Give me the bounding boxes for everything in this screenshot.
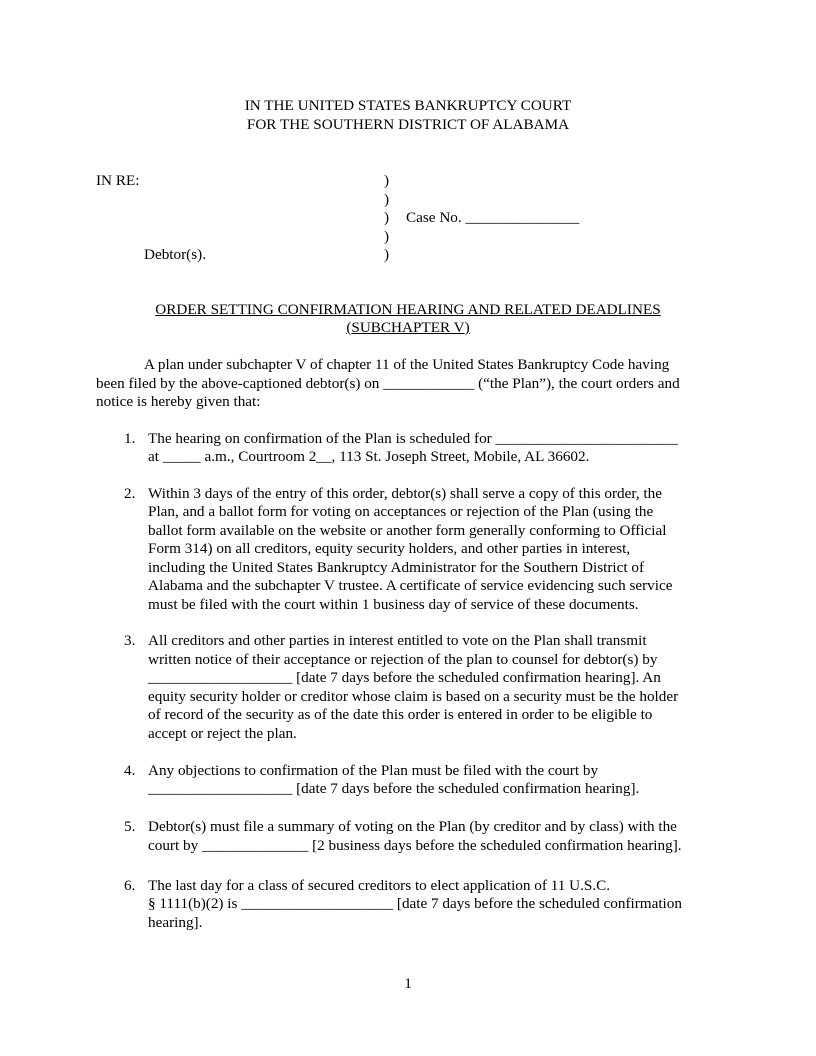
item-number: 2. [124, 485, 136, 502]
page-number: 1 [404, 975, 412, 992]
item-line: Within 3 days of the entry of this order, debtor(s) shall serve a copy of this order, the [148, 485, 662, 502]
debtors-label: Debtor(s). [144, 246, 206, 263]
item-number: 6. [124, 877, 136, 894]
case-number-field: Case No. _______________ [406, 209, 580, 226]
caption-paren: ) [384, 191, 390, 208]
item-number: 1. [124, 430, 136, 447]
intro-line-3: notice is hereby given that: [96, 393, 261, 410]
item-number: 5. [124, 818, 136, 835]
item-line: All creditors and other parties in interest entitled to vote on the Plan shall transmit [148, 632, 647, 649]
item-line: ___________________ [date 7 days before the scheduled confirmation hearing]. [148, 780, 640, 797]
item-line: at _____ a.m., Courtroom 2__, 113 St. Joseph Street, Mobile, AL 36602. [148, 448, 590, 465]
item-number: 3. [124, 632, 136, 649]
item-line: of record of the security as of the date this order is entered in order to be eligible to [148, 706, 653, 723]
in-re-label: IN RE: [96, 172, 140, 189]
item-line: Any objections to confirmation of the Plan must be filed with the court by [148, 762, 599, 779]
item-line: court by ______________ [2 business days before the scheduled confirmation hearing]. [148, 837, 682, 854]
item-line: must be filed with the court within 1 business day of service of these documents. [148, 596, 639, 613]
item-line: including the United States Bankruptcy Administrator for the Southern District of [148, 559, 645, 576]
item-line: written notice of their acceptance or rejection of the plan to counsel for debtor(s) by [148, 651, 658, 668]
caption-paren: ) [384, 246, 390, 263]
item-line: Alabama and the subchapter V trustee. A certificate of service evidencing such service [148, 577, 673, 594]
item-line: ___________________ [date 7 days before the scheduled confirmation hearing]. An [148, 669, 661, 686]
order-title-line-1: ORDER SETTING CONFIRMATION HEARING AND RELATED DEADLINES [155, 301, 661, 318]
item-line: ballot form available on the website or another form generally conforming to Official [148, 522, 667, 539]
item-number: 4. [124, 762, 136, 779]
item-line: Debtor(s) must file a summary of voting on the Plan (by creditor and by class) with the [148, 818, 677, 835]
court-name-line-1: IN THE UNITED STATES BANKRUPTCY COURT [244, 97, 572, 114]
item-line: § 1111(b)(2) is ____________________ [date 7 days before the scheduled confirmation [148, 895, 682, 912]
caption-paren: ) [384, 209, 390, 226]
item-line: Form 314) on all creditors, equity security holders, and other parties in interest, [148, 540, 631, 557]
item-line: equity security holder or creditor whose claim is based on a security must be the holder [148, 688, 679, 705]
item-line: hearing]. [148, 914, 203, 931]
item-line: accept or reject the plan. [148, 725, 297, 742]
item-line: Plan, and a ballot form for voting on acceptances or rejection of the Plan (using the [148, 503, 654, 520]
item-line: The hearing on confirmation of the Plan is scheduled for ________________________ [148, 430, 678, 447]
intro-line-1: A plan under subchapter V of chapter 11 of the United States Bankruptcy Code having [144, 356, 670, 373]
item-line: The last day for a class of secured creditors to elect application of 11 U.S.C. [148, 877, 611, 894]
caption-paren: ) [384, 172, 390, 189]
court-name-line-2: FOR THE SOUTHERN DISTRICT OF ALABAMA [246, 116, 570, 133]
intro-line-2: been filed by the above-captioned debtor(s) on ____________ (“the Plan”), the court orders and [96, 375, 680, 392]
order-title-line-2: (SUBCHAPTER V) [346, 319, 470, 336]
caption-paren: ) [384, 228, 390, 245]
